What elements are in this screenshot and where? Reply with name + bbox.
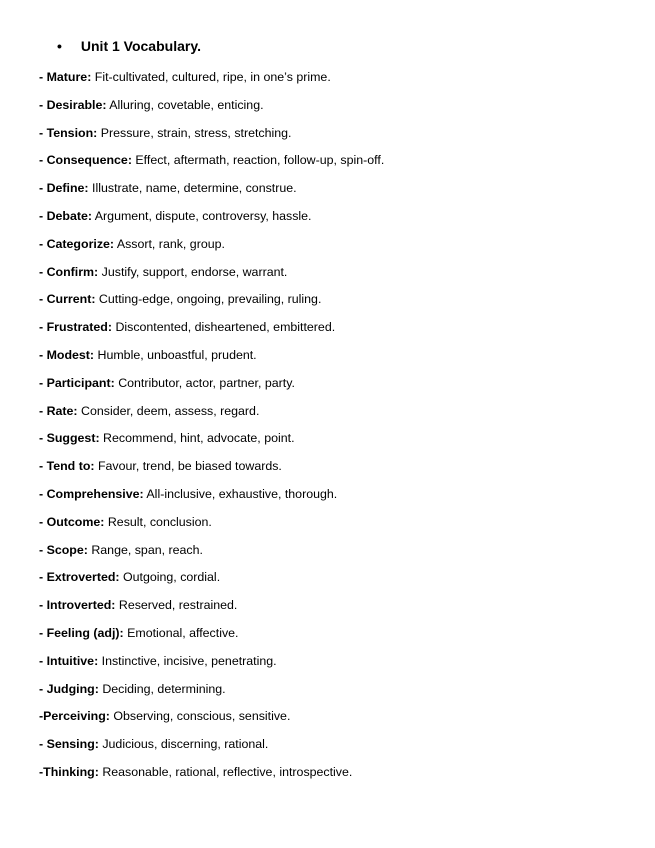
vocab-term: - Desirable:: [39, 97, 107, 112]
vocab-entry-rate: [39, 403, 384, 431]
vocab-definition: Humble, unboastful, prudent.: [97, 347, 257, 362]
vocab-entry-desirable: [39, 97, 384, 125]
vocab-definition: Effect, aftermath, reaction, follow-up, spin-off.: [135, 153, 385, 168]
vocab-entry-comprehensive: [39, 486, 384, 514]
vocab-definition: Instinctive, incisive, penetrating.: [101, 653, 277, 668]
vocab-definition: Pressure, strain, stress, stretching.: [100, 125, 292, 140]
vocab-definition: Argument, dispute, controversy, hassle.: [94, 208, 312, 223]
vocab-entry-current: [39, 291, 384, 319]
vocab-definition: Range, span, reach.: [91, 542, 203, 557]
vocab-entry-feeling: [39, 625, 384, 653]
bullet-icon: •: [57, 38, 62, 54]
vocab-entry-modest: [39, 347, 384, 375]
vocab-definition: Discontented, disheartened, embittered.: [115, 320, 336, 335]
vocab-definition: Cutting-edge, ongoing, prevailing, ruling.: [98, 292, 322, 307]
vocab-term: - Debate:: [39, 208, 93, 223]
vocab-term: - Suggest:: [39, 431, 100, 446]
vocab-entry-scope: [39, 542, 384, 570]
vocab-term: - Frustrated:: [39, 320, 112, 335]
vocab-definition: All-inclusive, exhaustive, thorough.: [146, 486, 338, 501]
vocab-term: - Scope:: [39, 542, 88, 557]
vocab-definition: Reasonable, rational, reflective, introspective.: [102, 764, 353, 779]
vocab-entry-judging: [39, 681, 384, 709]
vocab-entry-debate: [39, 208, 384, 236]
vocab-term: - Define:: [39, 181, 89, 196]
vocab-entry-participant: [39, 375, 384, 403]
vocab-term: -Perceiving:: [39, 709, 110, 724]
vocab-entry-suggest: [39, 430, 384, 458]
vocab-entry-outcome: [39, 514, 384, 542]
vocab-definition: Outgoing, cordial.: [123, 570, 221, 585]
vocab-term: - Confirm:: [39, 264, 99, 279]
vocab-entry-introverted: [39, 597, 384, 625]
vocab-term: - Feeling (adj):: [39, 625, 124, 640]
vocab-entry-define: [39, 180, 384, 208]
vocab-term: - Modest:: [39, 347, 95, 362]
vocab-entry-mature: [39, 69, 384, 97]
vocab-term: - Consequence:: [39, 153, 132, 168]
vocab-term: - Intuitive:: [39, 653, 99, 668]
vocab-term: - Extroverted:: [39, 570, 120, 585]
vocab-entry-categorize: [39, 236, 384, 264]
vocab-entry-consequence: [39, 152, 384, 180]
vocab-entry-frustrated: [39, 319, 384, 347]
vocab-entry-confirm: [39, 264, 384, 292]
vocab-term: - Sensing:: [39, 737, 99, 752]
vocab-term: - Participant:: [39, 375, 115, 390]
vocab-term: - Rate:: [39, 403, 78, 418]
vocab-definition: Observing, conscious, sensitive.: [113, 709, 291, 724]
vocab-term: - Mature:: [39, 70, 92, 84]
vocab-definition: Result, conclusion.: [107, 514, 212, 529]
heading-title: Unit 1 Vocabulary.: [80, 38, 201, 54]
vocab-definition: Consider, deem, assess, regard.: [81, 403, 260, 418]
vocab-term: - Outcome:: [39, 514, 105, 529]
vocab-term: -Thinking:: [39, 764, 99, 779]
vocab-entry-extroverted: [39, 569, 384, 597]
vocab-term: - Categorize:: [39, 236, 115, 251]
vocab-entry-tend-to: [39, 458, 384, 486]
vocab-definition: Justify, support, endorse, warrant.: [101, 264, 288, 279]
vocab-definition: Reserved, restrained.: [118, 598, 238, 613]
vocab-definition: Contributor, actor, partner, party.: [118, 375, 295, 390]
vocab-term: - Current:: [39, 292, 96, 307]
vocab-term: - Comprehensive:: [39, 486, 144, 501]
vocab-definition: Favour, trend, be biased towards.: [97, 459, 282, 474]
vocab-definition: Fit-cultivated, cultured, ripe, in one’s prime.: [94, 70, 331, 84]
vocabulary-heading: [57, 38, 201, 54]
vocab-definition: Judicious, discerning, rational.: [102, 737, 269, 752]
vocab-definition: Recommend, hint, advocate, point.: [103, 431, 295, 446]
vocab-definition: Emotional, affective.: [127, 625, 239, 640]
vocab-term: - Introverted:: [39, 598, 116, 613]
vocabulary-list: [39, 69, 384, 792]
vocab-term: - Tend to:: [39, 459, 95, 474]
vocab-definition: Assort, rank, group.: [116, 236, 225, 251]
vocab-entry-perceiving: [39, 708, 384, 736]
vocab-definition: Deciding, determining.: [102, 681, 226, 696]
vocab-entry-thinking: [39, 764, 384, 792]
vocab-entry-sensing: [39, 736, 384, 764]
vocab-term: - Judging:: [39, 681, 99, 696]
vocab-entry-tension: [39, 125, 384, 153]
vocab-definition: Alluring, covetable, enticing.: [109, 97, 264, 112]
vocab-definition: Illustrate, name, determine, construe.: [92, 181, 297, 196]
vocab-entry-intuitive: [39, 653, 384, 681]
vocab-term: - Tension:: [39, 125, 98, 140]
